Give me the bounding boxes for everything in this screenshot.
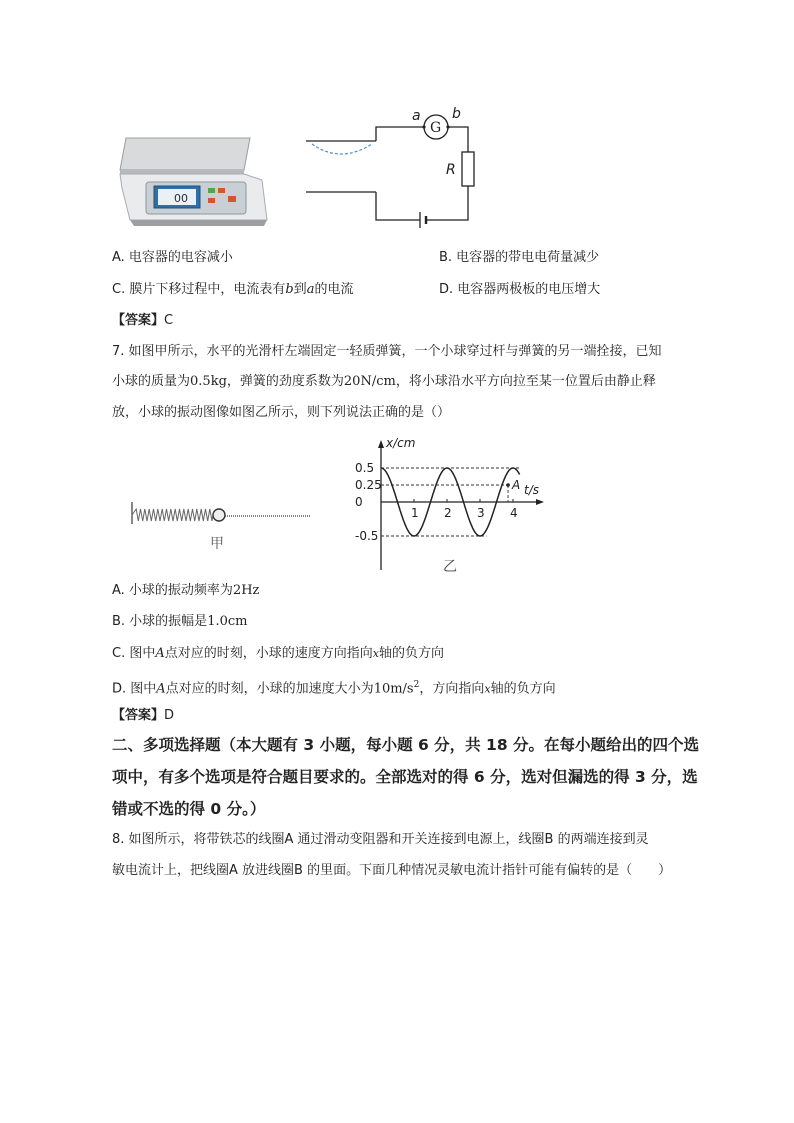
q6-option-c-mid: 到: [293, 282, 307, 297]
q7-option-b-pre: B. 小球的振幅是: [112, 614, 208, 629]
q7-option-d-post: 轴的负方向: [490, 681, 556, 697]
q7-line-2-pre: 小球的质量为: [112, 374, 191, 389]
q7-option-b-value: 1.0cm: [207, 614, 248, 629]
point-a-marker: [506, 483, 510, 487]
q8-line-2: 敏电流计上，把线圈A 放进线圈B 的里面。下面几种情况灵敏电流计指针可能有偏转的是（ ）: [112, 863, 672, 878]
q7-option-c-pre: C. 图中: [112, 646, 156, 661]
y-tick-label: 0: [355, 495, 363, 509]
q6-option-b: B. 电容器的带电电荷量减少: [439, 250, 600, 265]
q7-option-b: [112, 613, 247, 631]
q7-option-c-mid: 点对应的时刻，小球的速度方向指向: [164, 646, 373, 661]
figure-caption-left: 甲: [210, 536, 224, 552]
q7-option-d: [112, 676, 556, 698]
x-axis-label: t/s: [524, 483, 539, 497]
spring-figure: [126, 496, 316, 576]
q7-option-a-value: 2Hz: [232, 583, 260, 598]
q7-option-d-sup: 2: [413, 680, 420, 690]
q6-answer-value: C: [164, 313, 174, 328]
figure-caption-right: 乙: [443, 559, 457, 575]
q7-option-d-mid2: ，方向指向: [419, 681, 485, 697]
q7-answer-value: D: [164, 708, 175, 723]
q7-option-a: [112, 582, 259, 600]
x-tick-label: 2: [444, 506, 452, 520]
y-tick-label: 0.5: [355, 461, 375, 475]
q7-line-2-post: ，将小球沿水平方向拉至某一位置后由静止释: [395, 374, 656, 389]
q6-option-c-post: 的电流: [314, 282, 354, 297]
q7-line-3: 放，小球的振动图像如图乙所示，则下列说法正确的是（）: [112, 405, 451, 420]
scale-figure: [112, 128, 282, 228]
q6-option-c: [112, 281, 353, 299]
q7-line-2: [112, 373, 656, 391]
section2-line-3: 错或不选的得 0 分。）: [112, 800, 266, 818]
q7-spring-constant: 20N/cm: [343, 374, 396, 389]
q7-option-c-point: A: [155, 646, 165, 661]
q7-option-d-value: 10m/s: [373, 681, 414, 697]
vibration-graph: [320, 436, 550, 576]
q7-option-c: [112, 645, 444, 663]
galvanometer-label: G: [430, 120, 442, 136]
q7-line-1: 7. 如图甲所示，水平的光滑杆左端固定一轻质弹簧，一个小球穿过杆与弹簧的另一端拴接，已知: [112, 344, 662, 359]
q7-option-c-post: 轴的负方向: [378, 646, 444, 661]
q7-mass: 0.5kg: [190, 374, 227, 389]
q6-answer-label: 【答案】: [112, 313, 165, 328]
resistor-label: R: [446, 162, 456, 178]
terminal-a-label: a: [412, 108, 421, 124]
q7-option-a-pre: A. 小球的振动频率为: [112, 583, 233, 598]
point-a-label: A: [512, 478, 521, 492]
q6-option-c-pre: C. 膜片下移过程中，电流表有: [112, 282, 286, 297]
q7-answer-label: 【答案】: [112, 708, 165, 723]
x-tick-label: 1: [411, 506, 419, 520]
q7-answer: [112, 707, 174, 725]
y-tick-label: 0.25: [355, 478, 382, 492]
y-tick-label: -0.5: [355, 529, 379, 543]
scale-display: 00: [174, 192, 188, 205]
x-tick-label: 3: [477, 506, 485, 520]
q6-answer: [112, 312, 173, 330]
q6-option-d: D. 电容器两极板的电压增大: [439, 282, 601, 297]
terminal-b-label: b: [452, 106, 461, 122]
y-axis-label: x/cm: [386, 436, 416, 450]
q7-option-d-pre: D. 图中: [112, 681, 157, 697]
q6-option-c-b: b: [285, 282, 294, 297]
q7-line-2-mid: ，弹簧的劲度系数为: [226, 374, 344, 389]
circuit-diagram: [300, 100, 490, 230]
q6-option-a: A. 电容器的电容减小: [112, 250, 233, 265]
q6-option-c-a: a: [306, 282, 315, 297]
q7-option-d-point: A: [156, 681, 166, 697]
q7-option-d-mid: 点对应的时刻，小球的加速度大小为: [165, 681, 374, 697]
x-tick-label: 4: [510, 506, 518, 520]
section2-line-1: 二、多项选择题（本大题有 3 小题，每小题 6 分，共 18 分。在每小题给出的四个选: [112, 736, 700, 754]
q7-option-d-axis: x: [484, 682, 491, 696]
section2-line-2: 项中，有多个选项是符合题目要求的。全部选对的得 6 分，选对但漏选的得 3 分，选: [112, 768, 698, 786]
q8-line-1: 8. 如图所示，将带铁芯的线圈A 通过滑动变阻器和开关连接到电源上，线圈B 的两端连接到灵: [112, 832, 649, 847]
q7-option-c-axis: x: [372, 647, 379, 660]
x-axis-arrow: [536, 499, 544, 505]
y-axis-arrow: [378, 440, 384, 448]
